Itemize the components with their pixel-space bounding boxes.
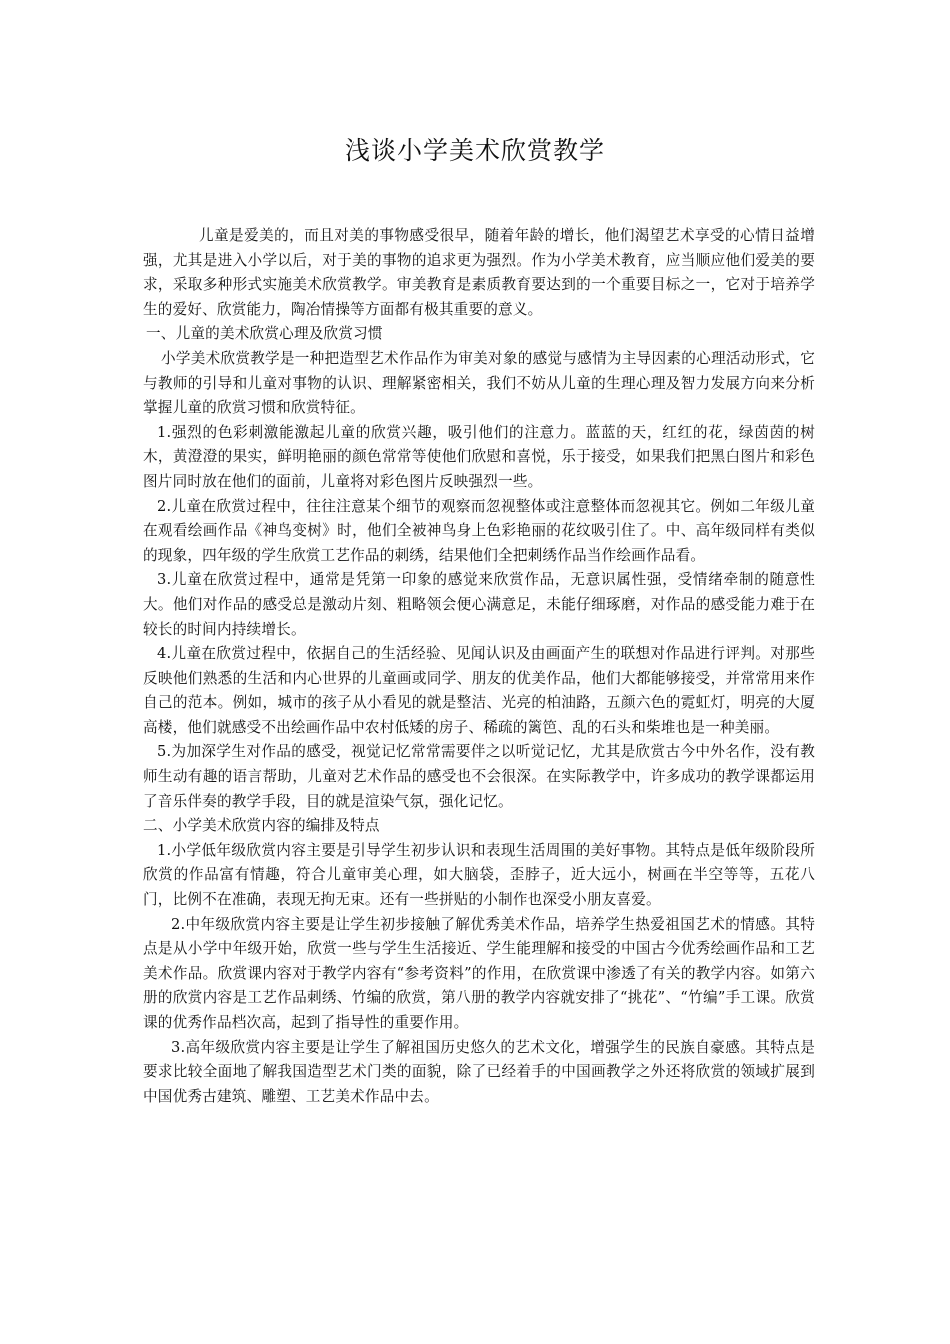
document-title: 浅谈小学美术欣赏教学 bbox=[344, 136, 605, 165]
paragraph: 小学美术欣赏教学是一种把造型艺术作品作为审美对象的感觉与感情为主导因素的心理活动形式，它与教师的引导和儿童对事物的认识、理解紧密相关，我们不妨从儿童的生理心理及智力发展方向来分析掌握儿童的欣赏习惯和欣赏特征。 bbox=[143, 349, 815, 417]
list-item: 3.儿童在欣赏过程中，通常是凭第一印象的感觉来欣赏作品，无意识属性强，受情绪牵制的随意性大。他们对作品的感受总是激动片刻、粗略领会便心满意足，未能仔细琢磨，对作品的感受能力难于在较长的时间内持续增长。 bbox=[143, 571, 815, 638]
list-item: 1.强烈的色彩刺激能激起儿童的欣赏兴趣，吸引他们的注意力。蓝蓝的天，红红的花，绿茵茵的树木，黄澄澄的果实，鲜明艳丽的颜色常常等使他们欣慰和喜悦，乐于接受，如果我们把黑白图片和彩色图片同时放在他们的面前，儿童将对彩色图片反映强烈一些。 bbox=[143, 423, 815, 490]
list-item: 4.儿童在欣赏过程中，依据自己的生活经验、见闻认识及由画面产生的联想对作品进行评判。对那些反映他们熟悉的生活和内心世界的儿童画或同学、朋友的优美作品，他们大都能够接受，并常常用来作自己的范本。例如，城市的孩子从小看见的就是整洁、光亮的柏油路，五颜六色的霓虹灯，明亮的大厦高楼，他们就感受不出绘画作品中农村低矮的房子、稀疏的篱笆、乱的石头和柴堆也是一种美丽。 bbox=[143, 645, 815, 736]
list-item: 5.为加深学生对作品的感受，视觉记忆常常需要伴之以听觉记忆，尤其是欣赏古今中外名作，没有教师生动有趣的语言帮助，儿童对艺术作品的感受也不会很深。在实际教学中，许多成功的教学课都运用了音乐伴奏的教学手段，目的就是渲染气氛，强化记忆。 bbox=[143, 743, 815, 810]
list-item: 2.儿童在欣赏过程中，往往注意某个细节的观察而忽视整体或注意整体而忽视其它。例如二年级儿童在观看绘画作品《神鸟变树》时，他们全被神鸟身上色彩艳丽的花纹吸引住了。中、高年级同样有类似的现象，四年级的学生欣赏工艺作品的刺绣，结果他们全把刺绣作品当作绘画作品看。 bbox=[143, 497, 815, 564]
list-item: 2.中年级欣赏内容主要是让学生初步接触了解优秀美术作品，培养学生热爱祖国艺术的情感。其特点是从小学中年级开始，欣赏一些与学生生活接近、学生能理解和接受的中国古今优秀绘画作品和工艺美术作品。欣赏课内容对于教学内容有“参考资料”的作用，在欣赏课中渗透了有关的教学内容。如第六册的欣赏内容是工艺作品刺绣、竹编的欣赏，第八册的教学内容就安排了“挑花”、“竹编”手工课。欣赏课的优秀作品档次高，起到了指导性的重要作用。 bbox=[143, 915, 815, 1031]
list-item: 1.小学低年级欣赏内容主要是引导学生初步认识和表现生活周围的美好事物。其特点是低年级阶段所欣赏的作品富有情趣，符合儿童审美心理，如大脑袋，歪脖子，近大远小，树画在半空等等，五花八门，比例不在准确，表现无拘无束。还有一些拼贴的小制作也深受小朋友喜爱。 bbox=[143, 841, 815, 909]
intro-paragraph: 儿童是爱美的，而且对美的事物感受很早，随着年龄的增长，他们渴望艺术享受的心情日益增强，尤其是进入小学以后，对于美的事物的追求更为强烈。作为小学美术教育，应当顺应他们爱美的要求，采取多种形式实施美术欣赏教学。审美教育是素质教育要达到的一个重要目标之一，它对于培养学生的爱好、欣赏能力，陶冶情操等方面都有极其重要的意义。 bbox=[143, 227, 815, 318]
list-item: 3.高年级欣赏内容主要是让学生了解祖国历史悠久的艺术文化，增强学生的民族自豪感。其特点是要求比较全面地了解我国造型艺术门类的面貌，除了已经着手的中国画教学之外还将欣赏的领域扩展到中国优秀古建筑、雕塑、工艺美术作品中去。 bbox=[143, 1038, 815, 1105]
document-body bbox=[143, 224, 815, 1109]
section-heading-1: 一、儿童的美术欣赏心理及欣赏习惯 bbox=[146, 325, 383, 343]
section-heading-2: 二、小学美术欣赏内容的编排及特点 bbox=[143, 817, 380, 835]
